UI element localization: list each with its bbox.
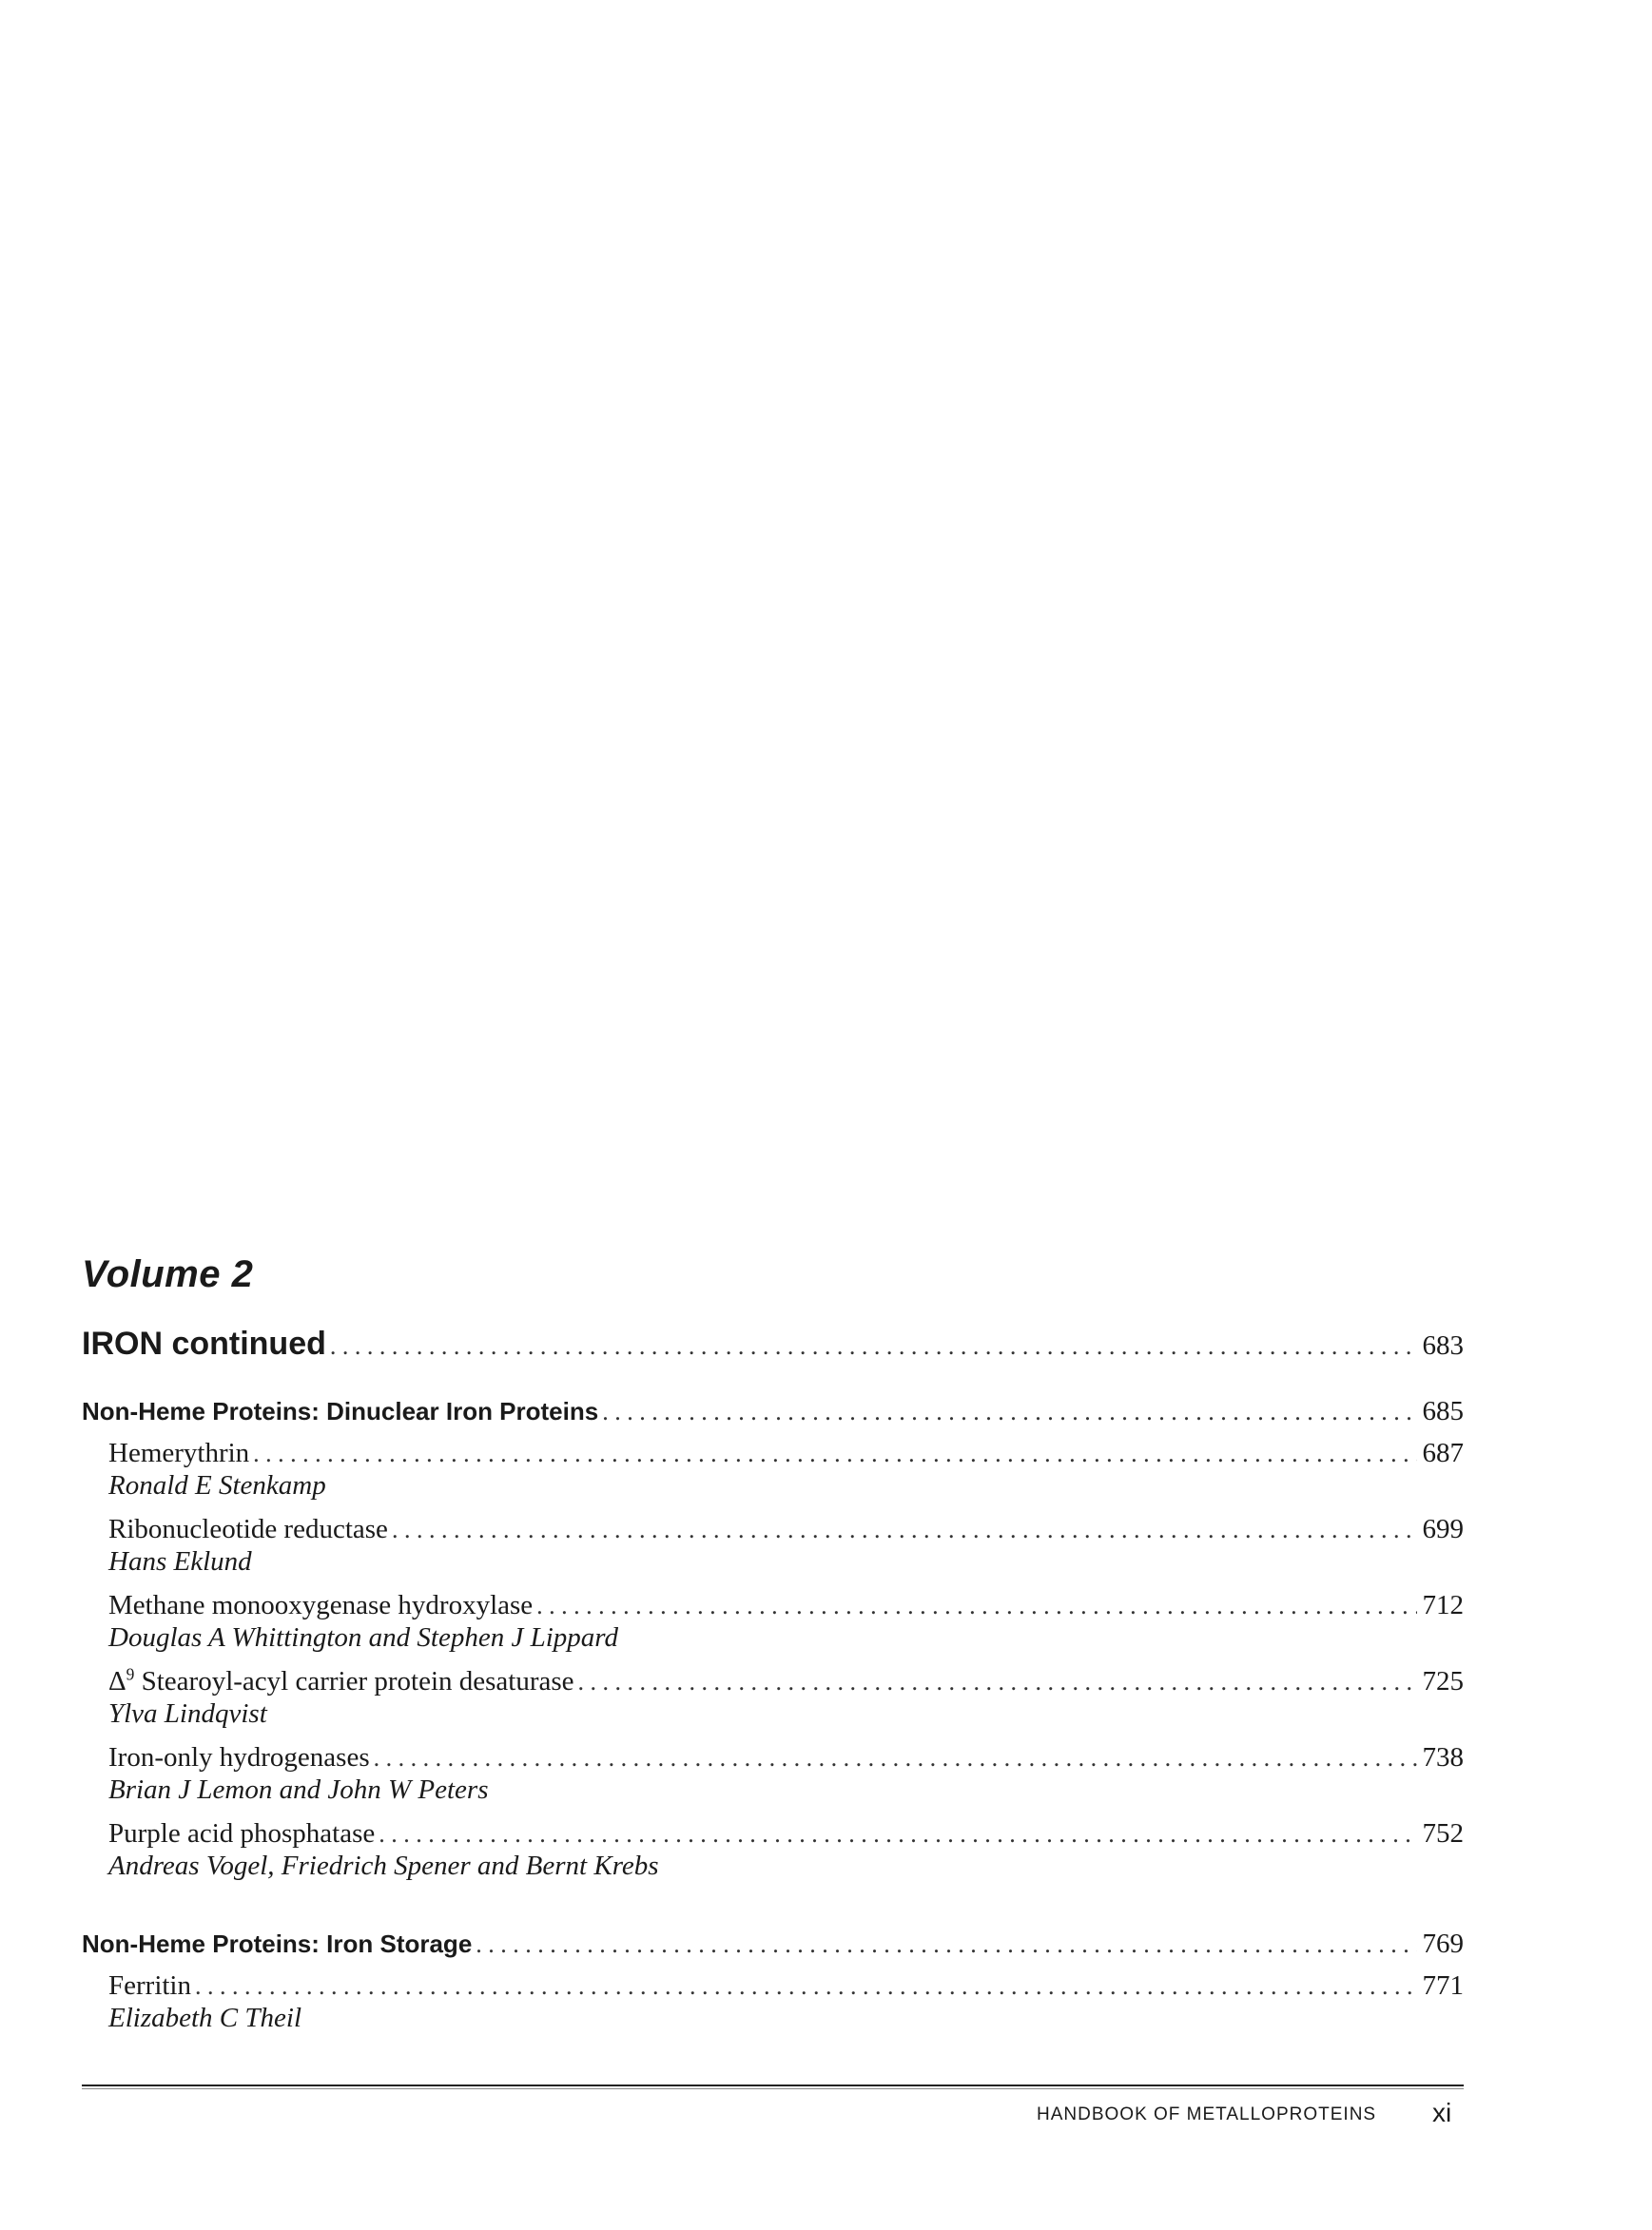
article-authors: Ronald E Stenkamp	[108, 1470, 326, 1501]
toc-section-iron-storage	[82, 1929, 1464, 1960]
dot-leader	[392, 1516, 1417, 1544]
toc-section-dinuclear	[82, 1396, 1464, 1427]
article-title: Hemerythrin	[108, 1438, 250, 1468]
dot-leader	[536, 1592, 1416, 1620]
article-page-number: 738	[1422, 1742, 1464, 1773]
part-page-number: 683	[1422, 1330, 1464, 1361]
article-authors: Brian J Lemon and John W Peters	[108, 1774, 489, 1805]
article-title: Ribonucleotide reductase	[108, 1514, 388, 1544]
article-title: Iron-only hydrogenases	[108, 1742, 370, 1773]
dot-leader	[330, 1332, 1417, 1361]
dot-leader	[374, 1744, 1417, 1773]
section-title: Non-Heme Proteins: Dinuclear Iron Proteins	[82, 1397, 599, 1425]
article-title: Purple acid phosphatase	[108, 1818, 376, 1849]
running-head: HANDBOOK OF METALLOPROTEINS	[1037, 2104, 1377, 2124]
section-page-number: 769	[1422, 1929, 1464, 1959]
section-page-number: 685	[1422, 1396, 1464, 1426]
toc-part-iron	[82, 1326, 1464, 1363]
volume-title: Volume 2	[82, 1253, 254, 1295]
article-title: Ferritin	[108, 1970, 191, 2001]
part-title: IRON continued	[82, 1326, 326, 1362]
footer-rule	[82, 2085, 1464, 2086]
delta-symbol: Δ	[108, 1666, 126, 1697]
toc-article	[82, 1438, 1464, 1469]
section-title: Non-Heme Proteins: Iron Storage	[82, 1929, 473, 1958]
article-authors: Ylva Lindqvist	[108, 1698, 267, 1729]
dot-leader	[578, 1668, 1417, 1697]
dot-leader	[253, 1440, 1416, 1468]
page-folio: xi	[1432, 2098, 1452, 2127]
article-title: Methane monooxygenase hydroxylase	[108, 1590, 534, 1620]
toc-article	[82, 1590, 1464, 1621]
dot-leader	[379, 1820, 1416, 1849]
toc-article	[82, 1666, 1464, 1697]
article-page-number: 712	[1422, 1590, 1464, 1620]
article-authors: Elizabeth C Theil	[108, 2003, 301, 2033]
dot-leader	[476, 1930, 1416, 1959]
article-page-number: 771	[1422, 1970, 1464, 2001]
dot-leader	[602, 1398, 1416, 1426]
article-page-number: 699	[1422, 1514, 1464, 1544]
article-page-number: 752	[1422, 1818, 1464, 1849]
toc-article	[82, 1742, 1464, 1774]
article-authors: Douglas A Whittington and Stephen J Lippard	[108, 1622, 618, 1653]
article-title-text: Stearoyl-acyl carrier protein desaturase	[134, 1666, 574, 1697]
article-page-number: 687	[1422, 1438, 1464, 1468]
dot-leader	[195, 1972, 1417, 2001]
article-authors: Hans Eklund	[108, 1546, 252, 1577]
article-page-number: 725	[1422, 1666, 1464, 1697]
article-authors: Andreas Vogel, Friedrich Spener and Bernt Krebs	[108, 1851, 659, 1881]
article-title	[82, 1666, 574, 1697]
toc-article	[82, 1818, 1464, 1850]
toc-article	[82, 1970, 1464, 2002]
toc-article	[82, 1514, 1464, 1545]
superscript: 9	[126, 1666, 135, 1684]
